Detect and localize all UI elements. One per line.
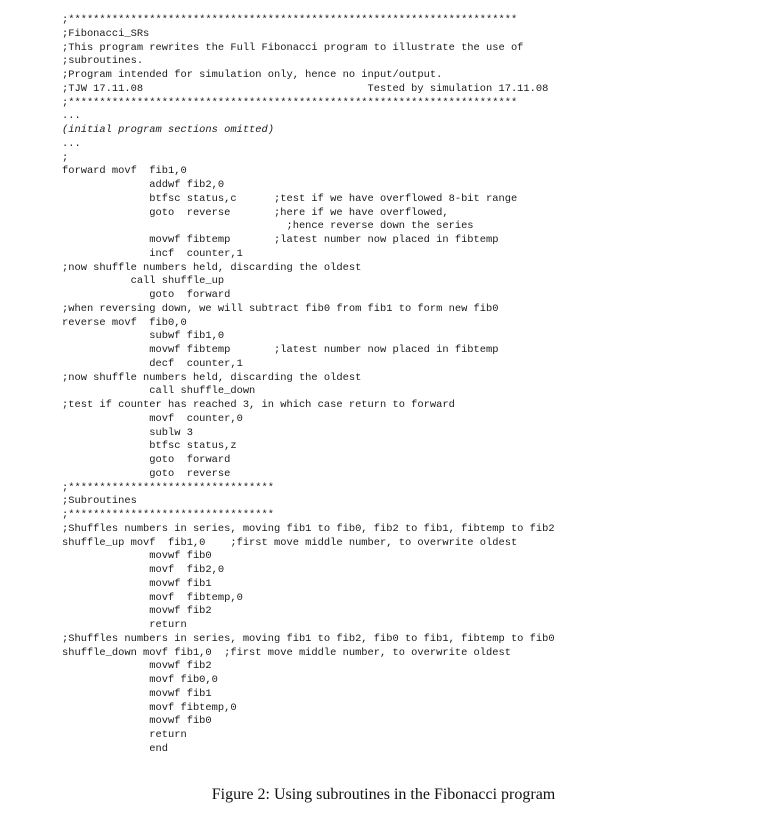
code-line: movwf fibtemp ;latest number now placed in fibtemp <box>62 234 499 246</box>
code-line: ;This program rewrites the Full Fibonacci program to illustrate the use of <box>62 41 524 54</box>
code-line: goto forward <box>62 454 231 466</box>
code-line: reverse movf fib0,0 <box>62 316 187 329</box>
code-line: ;********************************* <box>62 481 275 494</box>
code-line: return <box>62 619 187 631</box>
code-line: movwf fib2 <box>62 660 212 673</box>
code-line: movf counter,0 <box>62 412 243 425</box>
code-line: ... <box>62 110 81 123</box>
code-line: call shuffle_up <box>62 275 225 288</box>
code-line: movwf fib1 <box>62 577 212 590</box>
code-line: movwf fib1 <box>62 687 212 700</box>
code-line: sublw 3 <box>62 426 193 439</box>
code-line: movf fibtemp,0 <box>62 591 243 604</box>
code-line: goto reverse <box>62 467 231 480</box>
code-line: movf fib0,0 <box>62 674 218 686</box>
code-line: movwf fibtemp ;latest number now placed in fibtemp <box>62 344 499 356</box>
code-line: btfsc status,c ;test if we have overflowed 8-bit range <box>62 192 518 205</box>
code-line: call shuffle_down <box>62 385 256 398</box>
code-line: movf fibtemp,0 <box>62 701 237 714</box>
code-line: incf counter,1 <box>62 247 243 260</box>
code-line: ;subroutines. <box>62 55 144 68</box>
code-line: ... <box>62 137 81 150</box>
code-line: ;Fibonacci_SRs <box>62 27 150 40</box>
code-line: ;when reversing down, we will subtract fib0 from fib1 to form new fib0 <box>62 302 499 315</box>
code-line: addwf fib2,0 <box>62 179 225 191</box>
code-line: ;TJW 17.11.08 Tested by simulation 17.11.08 <box>62 82 549 95</box>
code-line: ;Shuffles numbers in series, moving fib1 to fib0, fib2 to fib1, fibtemp to fib2 <box>62 522 555 535</box>
code-line: ;************************************************************************ <box>62 96 518 109</box>
code-line: movwf fib0 <box>62 550 212 563</box>
code-listing <box>62 14 555 757</box>
code-line: movwf fib2 <box>62 605 212 618</box>
code-line: goto reverse ;here if we have overflowed, <box>62 206 449 219</box>
code-line: movwf fib0 <box>62 715 212 728</box>
code-line: shuffle_down movf fib1,0 ;first move middle number, to overwrite oldest <box>62 646 511 659</box>
code-line: ; <box>62 151 69 164</box>
code-line: goto forward <box>62 289 231 301</box>
code-line-omitted-note: (initial program sections omitted) <box>62 124 275 136</box>
code-line: ;hence reverse down the series <box>62 220 474 233</box>
code-line: ;********************************* <box>62 509 275 521</box>
code-line: subwf fib1,0 <box>62 330 225 343</box>
code-line: ;now shuffle numbers held, discarding the oldest <box>62 261 362 274</box>
code-line: end <box>62 742 169 755</box>
code-line: btfsc status,z <box>62 440 237 453</box>
code-line: forward movf fib1,0 <box>62 165 187 178</box>
code-line: decf counter,1 <box>62 357 243 370</box>
code-line: ;test if counter has reached 3, in which case return to forward <box>62 399 455 411</box>
code-line: return <box>62 729 187 741</box>
figure-caption: Figure 2: Using subroutines in the Fibonacci program <box>211 786 556 803</box>
code-line: ;Shuffles numbers in series, moving fib1 to fib2, fib0 to fib1, fibtemp to fib0 <box>62 632 555 645</box>
code-line: movf fib2,0 <box>62 564 225 576</box>
code-line: shuffle_up movf fib1,0 ;first move middle number, to overwrite oldest <box>62 536 518 549</box>
code-line: ;Subroutines <box>62 495 137 508</box>
code-line: ;now shuffle numbers held, discarding the oldest <box>62 371 362 384</box>
code-line: ;************************************************************************ <box>62 14 518 26</box>
code-line: ;Program intended for simulation only, hence no input/output. <box>62 69 443 81</box>
